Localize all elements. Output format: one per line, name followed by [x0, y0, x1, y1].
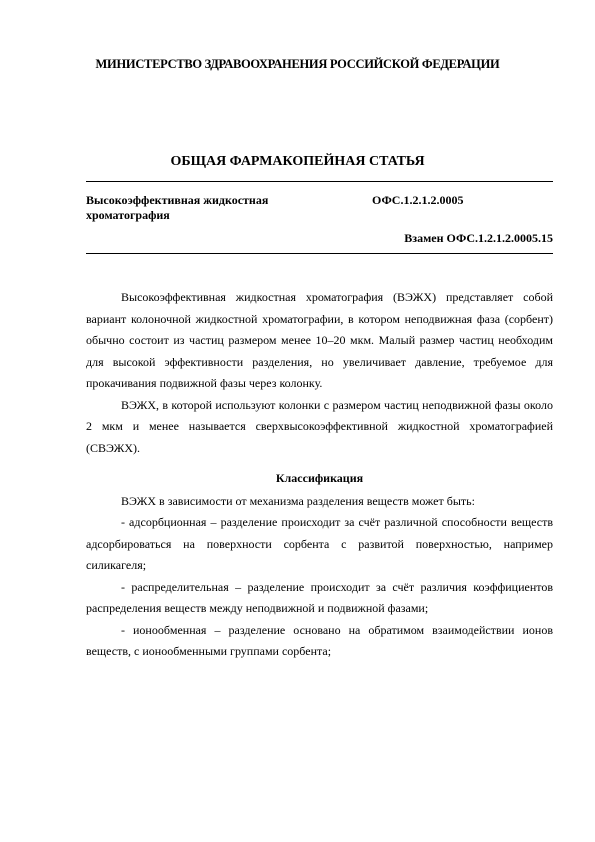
replaces-code: Взамен ОФС.1.2.1.2.0005.15	[404, 231, 553, 245]
classification-intro: ВЭЖХ в зависимости от механизма разделения веществ может быть:	[121, 493, 475, 508]
article-body	[86, 287, 553, 663]
article-title: Высокоэффективная жидкостная хроматография	[86, 193, 269, 222]
bottom-divider	[86, 253, 553, 254]
document-type-title: ОБЩАЯ ФАРМАКОПЕЙНАЯ СТАТЬЯ	[170, 154, 425, 169]
list-item-ion-exchange: - ионообменная – разделение основано на обратимом взаимодействии ионов веществ, с ионообменными группами сорбента;	[86, 622, 553, 658]
paragraph-uhplc: ВЭЖХ, в которой используют колонки с размером частиц неподвижной фазы около 2 мкм и менее называется сверхвысокоэффективной жидкостной хроматографией (СВЭЖХ).	[86, 397, 553, 455]
list-item-partition: - распределительная – разделение происходит за счёт различия коэффициентов распределения веществ между неподвижной и подвижной фазами;	[86, 579, 553, 615]
paragraph-intro: Высокоэффективная жидкостная хроматография (ВЭЖХ) представляет собой вариант колоночной жидкостной хроматографии, в котором неподвижная фаза (сорбент) обычно состоит из частиц размером менее 10–20 мкм. Малый размер частиц необходим для высокой эффективности разделения, но увеличивает давление, требуемое для прокачивания подвижной фазы через колонку.	[86, 290, 553, 390]
article-code: ОФС.1.2.1.2.0005	[372, 193, 464, 207]
ministry-header: МИНИСТЕРСТВО ЗДРАВООХРАНЕНИЯ РОССИЙСКОЙ ФЕДЕРАЦИИ	[95, 57, 500, 71]
list-item-adsorption: - адсорбционная – разделение происходит за счёт различной способности веществ адсорбироваться на поверхности сорбента с развитой поверхностью, например силикагеля;	[86, 515, 553, 572]
section-heading-classification: Классификация	[275, 471, 364, 485]
top-divider	[86, 181, 553, 182]
